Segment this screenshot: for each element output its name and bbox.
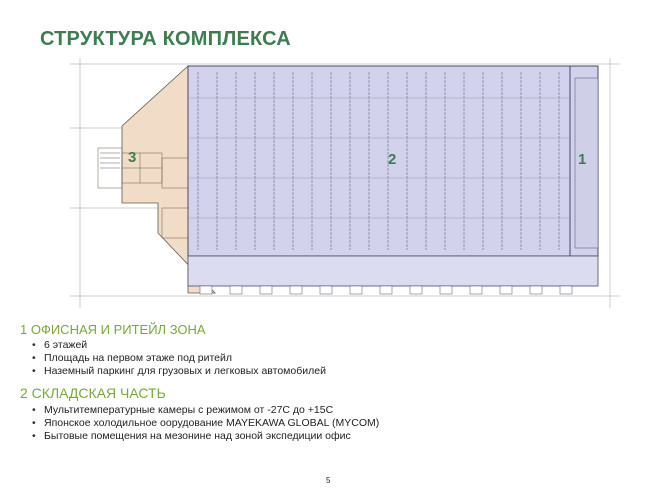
list-item: • Японское холодильное оорудование MAYEKAWA GLOBAL (MYCOM): [32, 417, 379, 430]
list-item: • 6 этажей: [32, 339, 326, 352]
zone-label-3: 3: [128, 149, 137, 166]
zone-label-1: 1: [578, 151, 587, 168]
section1-heading: 1 ОФИСНАЯ И РИТЕЙЛ ЗОНА: [20, 322, 206, 337]
section1-list: [32, 339, 326, 378]
list-item: • Бытовые помещения на мезонине над зоной экспедиции офис: [32, 430, 379, 443]
list-item: • Мультитемпературные камеры с режимом от -27С до +15С: [32, 404, 379, 417]
loading-dock-strip: [188, 256, 598, 286]
dock-doors: [200, 286, 572, 294]
list-item: • Наземный паркинг для грузовых и легковых автомобилей: [32, 365, 326, 378]
section2-list: [32, 404, 379, 443]
floor-plan: [70, 58, 620, 308]
stair-hatch: [100, 153, 120, 168]
page-number: 5: [326, 476, 331, 485]
section2-heading: 2 СКЛАДСКАЯ ЧАСТЬ: [20, 385, 166, 401]
page-title: СТРУКТУРА КОМПЛЕКСА: [40, 28, 291, 50]
zone-label-2: 2: [388, 151, 397, 168]
list-item: • Площадь на первом этаже под ритейл: [32, 352, 326, 365]
